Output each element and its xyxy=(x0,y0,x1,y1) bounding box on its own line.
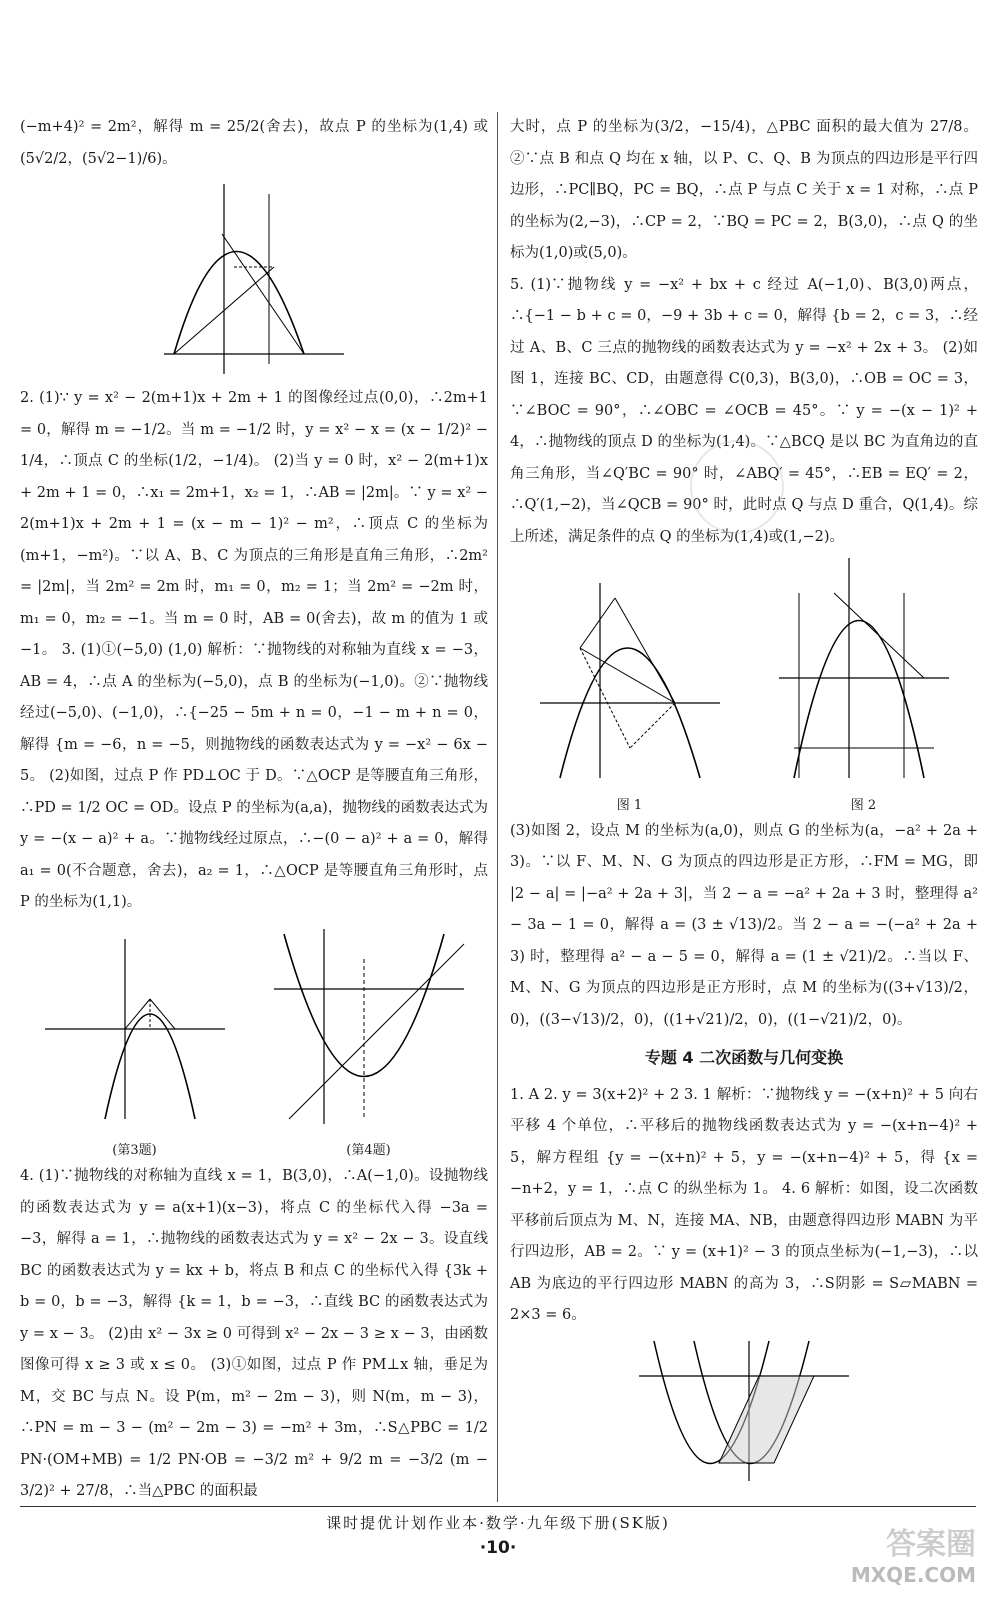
watermark-main: 答案圈 xyxy=(886,1527,976,1562)
section-title: 专题 4 二次函数与几何变换 xyxy=(644,1048,844,1067)
site-watermark xyxy=(806,1527,976,1590)
figure-q5-2 xyxy=(774,553,954,816)
faint-stamp xyxy=(690,440,784,534)
figure-q1 xyxy=(154,179,354,379)
right-column xyxy=(510,112,978,1490)
right-paragraph-3: (3)如图 2，设点 M 的坐标为(a,0)，则点 G 的坐标为(a，−a² + 2a + 3)。∵以 F、M、N、G 为顶点的四边形是正方形，∴FM = MG，即 |2 − a| = |−a² + 2a + 3|，当 2 − a = −a² + 2a + 3 时，整理得 a² − 3a − 1 = 0，解得 a = (3 ± √13)/2。当 2 − a = −(−a² + 2a + 3) 时，整理得 a² − a − 5 = 0，解得 a = (1 ± √21)/2。∴当以 F、M、N、G 为顶点的四边形是正方形时，点 M 的坐标为((3+√13)/2，0)，((3−√13)/2，0)，((1+√21)/2，0)，((1−√21)/2，0)。 xyxy=(510,822,978,1028)
watermark-sub: MXQE.COM xyxy=(850,1563,976,1587)
left-paragraph-2: 2. (1)∵ y = x² − 2(m+1)x + 2m + 1 的图像经过点(0,0)，∴2m+1 = 0，解得 m = −1/2。当 m = −1/2 时，y = x² − x = (x − 1/2)² − 1/4，∴顶点 C 的坐标(1/2，−1/4)。 (2)当 y = 0 时，x² − 2(m+1)x + 2m + 1 = 0，∴x₁ = 2m+1，x₂ = 1，∴AB = |2m|。∵ y = x² − 2(m+1)x + 2m + 1 = (x − m − 1)² − m²，∴顶点 C 的坐标为(m+1，−m²)。∵以 A、B、C 为顶点的三角形是直角三角形，∴2m² = |2m|，当 2m² = 2m 时，m₁ = 0，m₂ = 1；当 2m² = −2m 时，m₁ = 0，m₂ = −1。当 m = 0 时，AB = 0(舍去)，故 m 的值为 1 或 −1。 3. (1)①(−5,0) (1,0) 解析：∵抛物线的对称轴为直线 x = −3，AB = 4，∴点 A 的坐标为(−5,0)，点 B 的坐标为(−1,0)。②∵抛物线经过(−5,0)、(−1,0)，∴{−25 − 5m + n = 0，−1 − m + n = 0，解得 {m = −6，n = −5，则抛物线的函数表达式为 y = −x² − 6x − 5。 (2)如图，过点 P 作 PD⊥OC 于 D。∵△OCP 是等腰直角三角形，∴PD = 1/2 OC = OD。设点 P 的坐标为(a,a)，抛物线的函数表达式为 y = −(x − a)² + a。∵抛物线经过原点，∴−(0 − a)² + a = 0，解得 a₁ = 0(不合题意，舍去)，a₂ = 1，∴△OCP 是等腰直角三角形时，点 P 的坐标为(1,1)。 xyxy=(20,390,488,910)
caption-q3: (第3题) xyxy=(112,1143,157,1158)
left-paragraph-1: (−m+4)² = 2m²，解得 m = 25/2(舍去)，故点 P 的坐标为(1,4) 或(5√2/2，(5√2−1)/6)。 xyxy=(20,119,488,167)
left-paragraph-3: 4. (1)∵抛物线的对称轴为直线 x = 1，B(3,0)，∴A(−1,0)。设抛物线的函数表达式为 y = a(x+1)(x−3)，将点 C 的坐标代入得 −3a = −3，解得 a = 1，∴抛物线的函数表达式为 y = x² − 2x − 3。设直线 BC 的函数表达式为 y = kx + b，将点 B 和点 C 的坐标代入得 {3k + b = 0，b = −3，解得 {k = 1，b = −3，∴直线 BC 的函数表达式为 y = x − 3。 (2)由 x² − 3x ≥ 0 可得到 x² − 2x − 3 ≥ x − 3，由函数图像可得 x ≥ 3 或 x ≤ 0。 (3)①如图，过点 P 作 PM⊥x 轴，垂足为 M，交 BC 与点 N。设 P(m，m² − 2m − 3)，则 N(m，m − 3)，∴PN = m − 3 − (m² − 2m − 3) = −m² + 3m，∴S△PBC = 1/2 PN·(OM+MB) = 1/2 PN·OB = −3/2 m² + 9/2 m = −3/2 (m − 3/2)² + 27/8，∴当△PBC 的面积最 xyxy=(20,1168,488,1499)
book-footer: 课时提优计划作业本·数学·九年级下册(SK版) xyxy=(326,1514,670,1532)
figure-row-q3-q4 xyxy=(20,919,488,1162)
page-number: ·10· xyxy=(479,1538,517,1558)
right-paragraph-1: 大时，点 P 的坐标为(3/2，−15/4)，△PBC 面积的最大值为 27/8。②∵点 B 和点 Q 均在 x 轴，以 P、C、Q、B 为顶点的四边形是平行四边形，∴PC∥BQ，PC = BQ，∴点 P 与点 C 关于 x = 1 对称，∴点 P 的坐标为(2,−3)，∴CP = 2，∵BQ = PC = 2，B(3,0)，∴点 Q 的坐标为(1,0)或(5,0)。 xyxy=(510,119,978,261)
figure-row-q5 xyxy=(510,553,978,816)
figure-q5-1 xyxy=(535,578,725,816)
figure-q4 xyxy=(269,919,469,1162)
right-paragraph-2: 5. (1)∵抛物线 y = −x² + bx + c 经过 A(−1,0)、B(3,0)两点，∴{−1 − b + c = 0，−9 + 3b + c = 0，解得 {b = 2，c = 3，∴经过 A、B、C 三点的抛物线的函数表达式为 y = −x² + 2x + 3。 (2)如图 1，连接 BC、CD，由题意得 C(0,3)，B(3,0)，∴OB = OC = 3，∵∠BOC = 90°，∴∠OBC = ∠OCB = 45°。∵ y = −(x − 1)² + 4，∴抛物线的顶点 D 的坐标为(1,4)。∵△BCQ 是以 BC 为直角边的直角三角形，当∠Q′BC = 90° 时，∠ABQ′ = 45°，∴EB = EQ′ = 2，∴Q′(1,−2)，当∠QCB = 90° 时，此时点 Q 与点 D 重合，Q(1,4)。综上所述，满足条件的点 Q 的坐标为(1,4)或(1,−2)。 xyxy=(510,276,978,545)
figure-q3 xyxy=(40,929,230,1162)
caption-fig1: 图 1 xyxy=(616,797,643,813)
caption-fig2: 图 2 xyxy=(850,797,877,813)
column-divider xyxy=(497,112,498,1502)
caption-q4: (第4题) xyxy=(346,1143,391,1158)
figure-topic4-q4 xyxy=(634,1336,854,1486)
footer-rule xyxy=(20,1506,976,1507)
left-column xyxy=(20,112,488,1508)
right-paragraph-4: 1. A 2. y = 3(x+2)² + 2 3. 1 解析：∵抛物线 y = −(x+n)² + 5 向右平移 4 个单位，∴平移后的抛物线函数表达式为 y = −(x+n−4)² + 5，解方程组 {y = −(x+n)² + 5，y = −(x+n−4)² + 5，得 {x = −n+2，y = 1，∴点 C 的纵坐标为 1。 4. 6 解析：如图，设二次函数平移前后顶点为 M、N，连接 MA、NB，由题意得四边形 MABN 为平行四边形，AB = 2。∵ y = (x+1)² − 3 的顶点坐标为(−1,−3)，∴以 AB 为底边的平行四边形 MABN 的高为 3，∴S阴影 = S▱MABN = 2×3 = 6。 xyxy=(510,1086,978,1323)
